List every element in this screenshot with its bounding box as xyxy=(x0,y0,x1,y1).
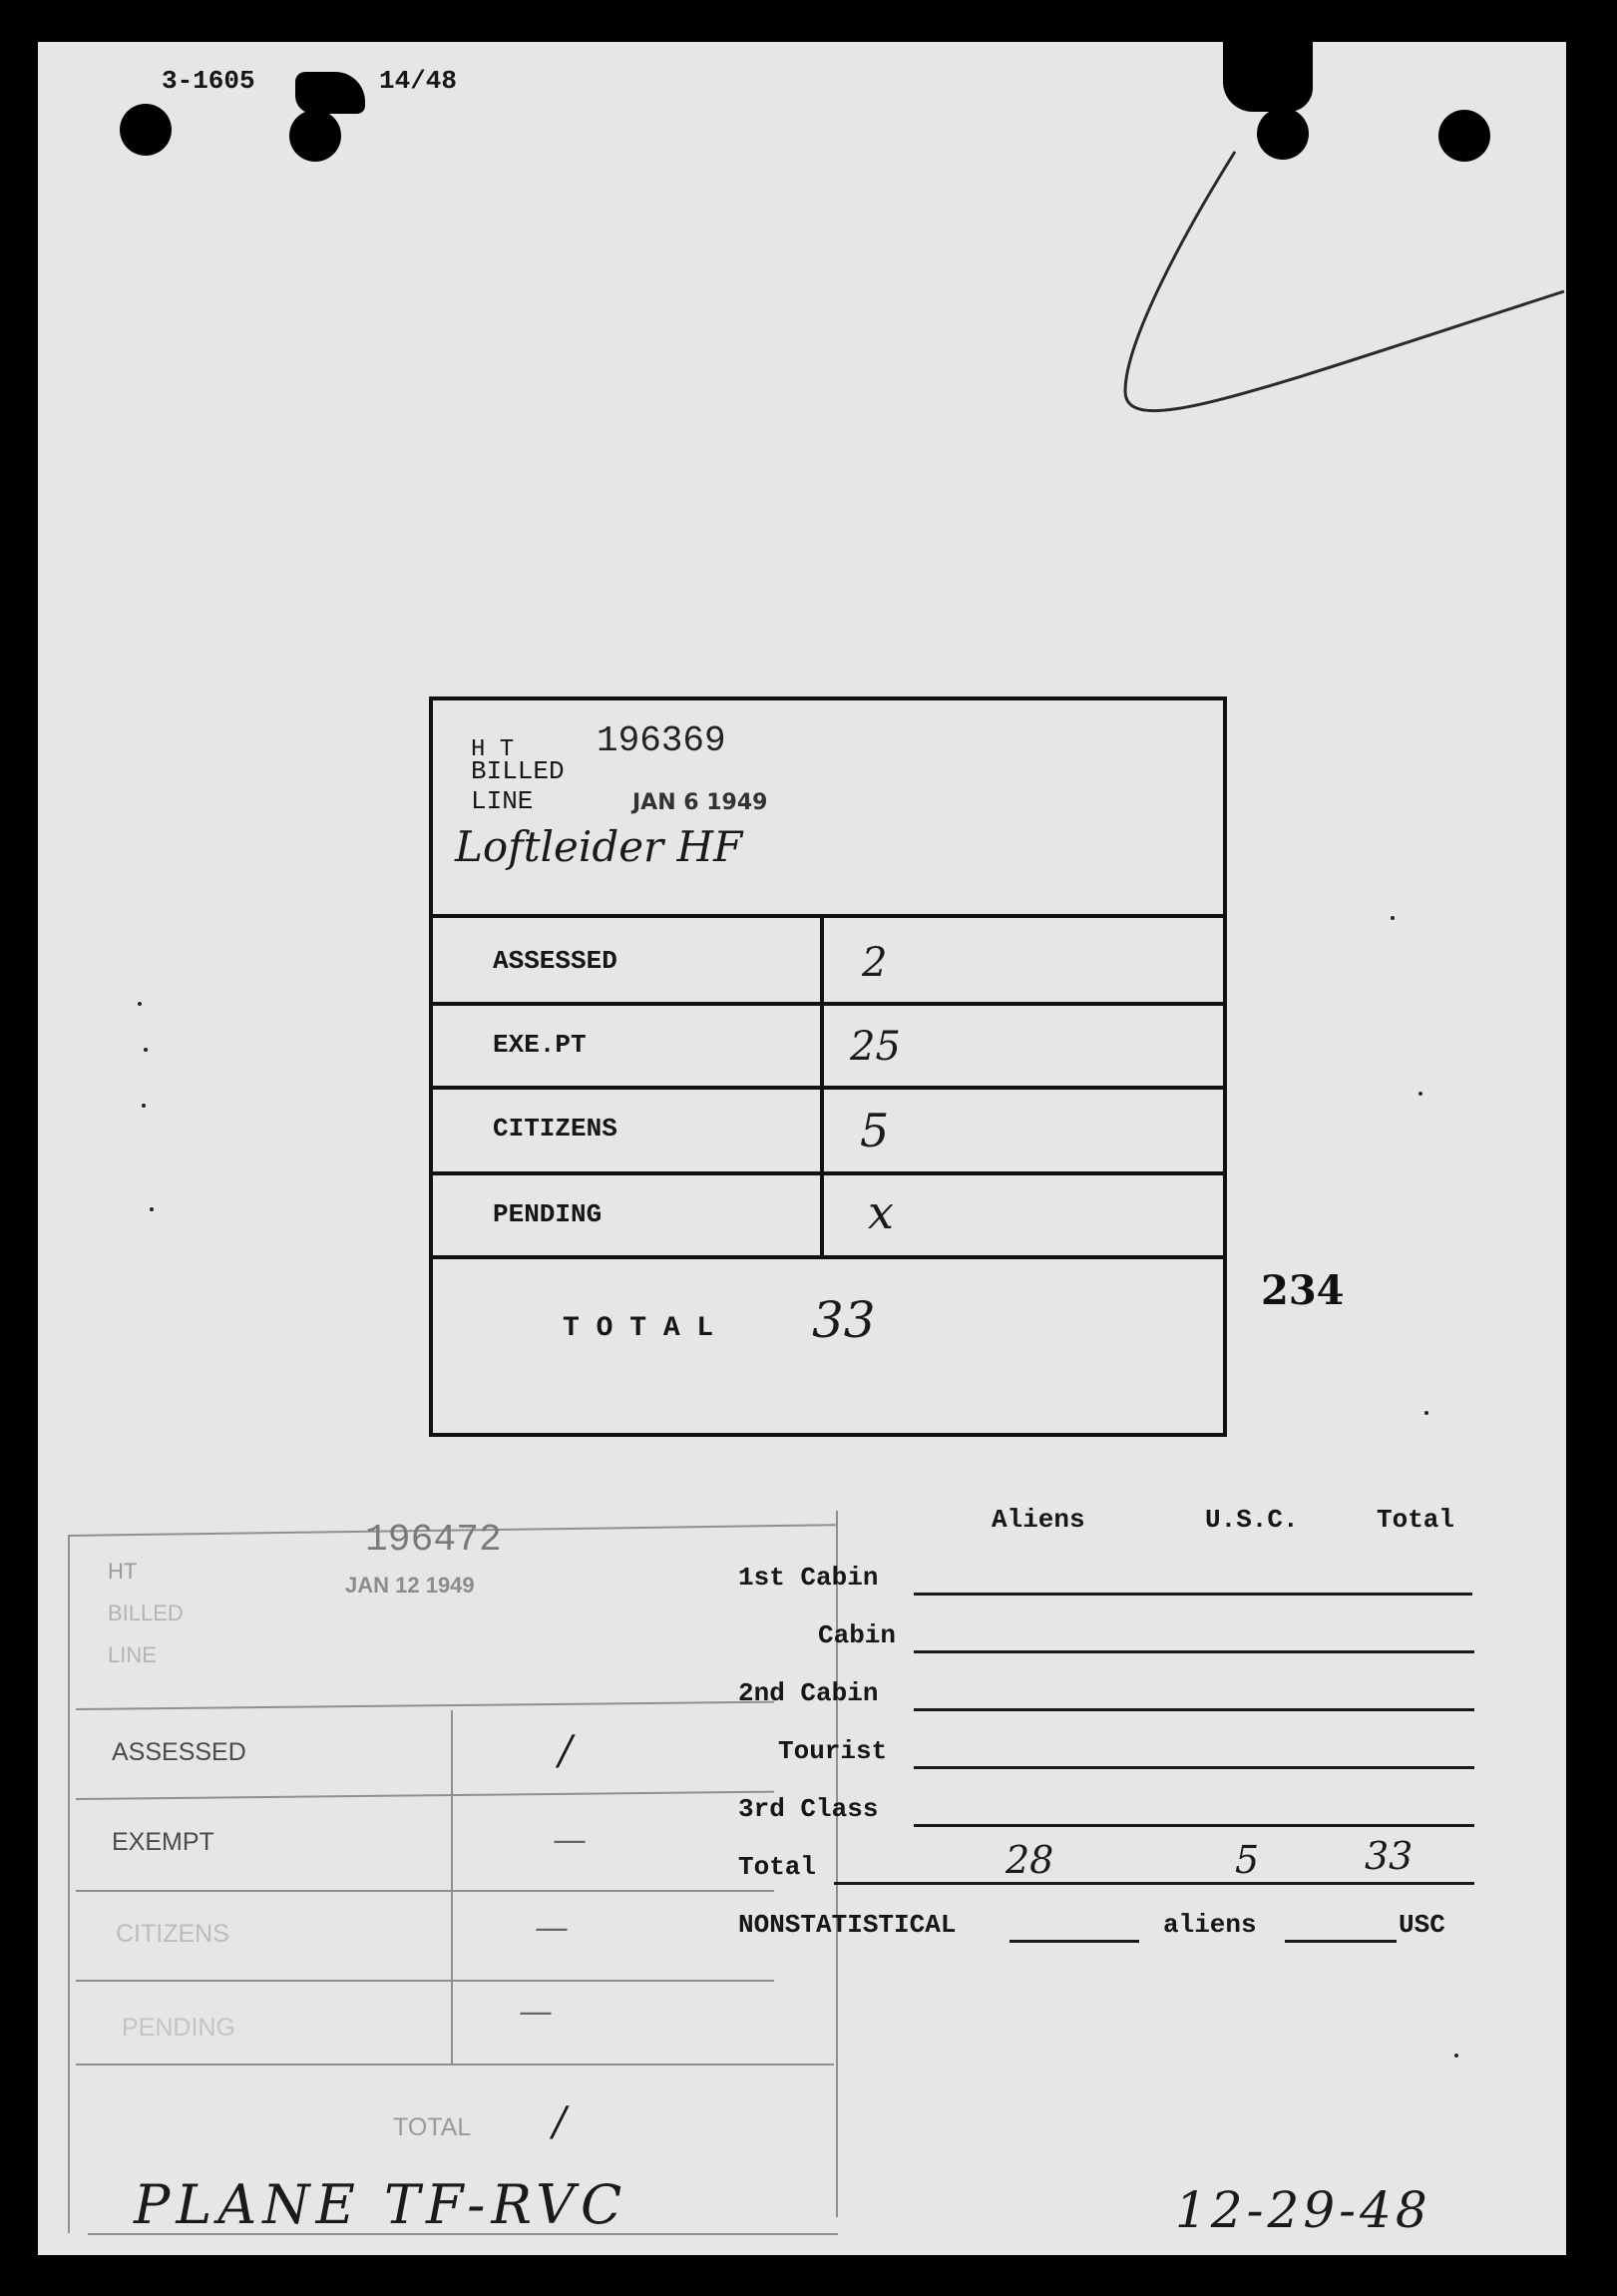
bottom-row-value-assessed: / xyxy=(559,1728,573,1774)
manifest-total-total: 33 xyxy=(1365,1834,1414,1878)
paper-sheet xyxy=(38,42,1566,2255)
manifest-row-line-2nd-cabin xyxy=(914,1708,1474,1711)
bottom-row-label-assessed: ASSESSED xyxy=(112,1738,246,1766)
bottom-row-label-citizens: CITIZENS xyxy=(116,1920,229,1948)
bottom-ht-label: HT xyxy=(108,1559,138,1584)
speck xyxy=(144,1048,148,1052)
top-line-handwritten: Loftleider HF xyxy=(455,822,743,871)
speck xyxy=(1424,1411,1428,1415)
bottom-total-label: TOTAL xyxy=(393,2113,472,2141)
top-billed-label: BILLED xyxy=(471,756,565,786)
bottom-line-label: LINE xyxy=(108,1642,157,1667)
top-row-value-exempt: 25 xyxy=(850,1024,901,1070)
top-divider-4 xyxy=(433,1171,1227,1175)
manifest-usc-label: USC xyxy=(1399,1910,1445,1940)
top-row-value-assessed: 2 xyxy=(862,940,888,986)
top-column-divider xyxy=(820,914,824,1257)
bottom-divider-3 xyxy=(76,1890,774,1892)
manifest-aliens-label: aliens xyxy=(1163,1910,1257,1940)
torn-edge-left xyxy=(295,72,365,114)
top-divider-2 xyxy=(433,1002,1227,1006)
top-total-label: T O T A L xyxy=(563,1313,714,1344)
manifest-row-label-cabin: Cabin xyxy=(818,1620,897,1650)
manifest-col-total: Total xyxy=(1377,1505,1455,1535)
manifest-row-line-3rd-class xyxy=(914,1824,1474,1827)
bottom-right-border xyxy=(836,1511,838,2217)
manifest-nonstat-aliens-line xyxy=(1010,1940,1139,1943)
speck xyxy=(142,1104,146,1108)
manifest-row-label-total: Total xyxy=(738,1852,817,1882)
top-total-value: 33 xyxy=(812,1291,876,1349)
bottom-row-value-pending: — xyxy=(519,1992,553,2032)
check-mark-stroke xyxy=(1075,142,1574,491)
manifest-row-line-total xyxy=(834,1882,1474,1885)
speck xyxy=(1454,2054,1458,2058)
top-serial: 196369 xyxy=(597,720,726,761)
top-line-label: LINE xyxy=(471,786,534,816)
manifest-row-label-3rd-class: 3rd Class xyxy=(738,1794,879,1824)
top-divider-3 xyxy=(433,1086,1227,1090)
bottom-divider-4 xyxy=(76,1980,774,1982)
punch-hole-2 xyxy=(289,110,341,162)
top-card xyxy=(429,696,1227,1437)
manifest-col-usc: U.S.C. xyxy=(1205,1505,1299,1535)
manifest-col-aliens: Aliens xyxy=(992,1505,1085,1535)
top-row-value-pending: x xyxy=(868,1185,894,1239)
manifest-row-line-cabin xyxy=(914,1650,1474,1653)
side-number: 234 xyxy=(1261,1267,1345,1314)
bottom-row-value-exempt: — xyxy=(553,1820,587,1860)
manifest-nonstat-label: NONSTATISTICAL xyxy=(738,1910,957,1940)
top-row-label-assessed: ASSESSED xyxy=(493,946,617,976)
top-date-stamp: JAN 6 1949 xyxy=(632,790,768,815)
bottom-serial: 196472 xyxy=(365,1519,502,1562)
bottom-column-divider xyxy=(451,1710,453,2066)
bottom-divider-2 xyxy=(76,1791,774,1800)
form-number: 3-1605 xyxy=(162,66,255,96)
speck xyxy=(1391,916,1395,920)
speck xyxy=(150,1207,154,1211)
top-row-label-citizens: CITIZENS xyxy=(493,1114,617,1144)
bottom-row-label-pending: PENDING xyxy=(122,2014,235,2042)
manifest-total-aliens: 28 xyxy=(1006,1838,1054,1882)
bottom-billed-label: BILLED xyxy=(108,1601,184,1625)
manifest-total-usc: 5 xyxy=(1235,1838,1260,1882)
bottom-row-label-exempt: EXEMPT xyxy=(112,1828,214,1856)
bottom-divider-5 xyxy=(76,2064,834,2066)
bottom-date-stamp: JAN 12 1949 xyxy=(345,1573,475,1598)
manifest-row-label-tourist: Tourist xyxy=(778,1736,888,1766)
plane-handwritten: PLANE TF-RVC xyxy=(134,2173,628,2236)
top-ht-label: H T xyxy=(471,736,515,763)
top-row-value-citizens: 5 xyxy=(860,1104,890,1157)
bottom-divider-1 xyxy=(76,1701,774,1710)
manifest-row-label-1st-cabin: 1st Cabin xyxy=(738,1563,879,1593)
speck xyxy=(138,1002,142,1006)
bottom-row-value-citizens: — xyxy=(535,1908,569,1948)
manifest-nonstat-usc-line xyxy=(1285,1940,1397,1943)
punch-hole-1 xyxy=(120,104,172,156)
top-divider-5 xyxy=(433,1255,1227,1259)
torn-edge-right xyxy=(1223,42,1313,112)
manifest-row-line-1st-cabin xyxy=(914,1593,1472,1596)
bottom-left-border xyxy=(68,1537,70,2233)
bottom-total-value: / xyxy=(553,2099,567,2145)
speck xyxy=(1418,1092,1422,1096)
top-divider-1 xyxy=(433,914,1227,918)
date-handwritten: 12-29-48 xyxy=(1175,2181,1431,2239)
manifest-row-label-2nd-cabin: 2nd Cabin xyxy=(738,1678,879,1708)
form-date: 14/48 xyxy=(379,66,458,96)
top-row-label-exempt: EXE.PT xyxy=(493,1030,587,1060)
top-row-label-pending: PENDING xyxy=(493,1199,603,1229)
manifest-row-line-tourist xyxy=(914,1766,1474,1769)
